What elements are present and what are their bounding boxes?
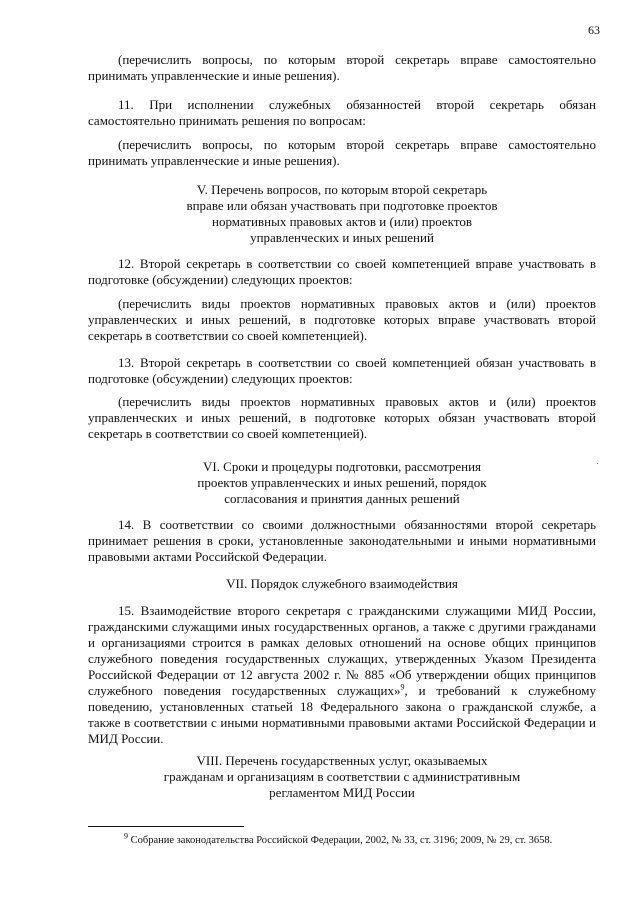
section-heading-vii: [88, 576, 596, 592]
heading-line: VIII. Перечень государственных услуг, оказываемых: [196, 753, 488, 768]
heading-line: согласования и принятия данных решений: [224, 491, 460, 506]
paragraph-15-text-end: , и требований к служебному поведению, установленных статьей 18 Федерального закона о гражданской службе, а также в соответствии с иными нормативными правовыми актами Российской Федерации и МИД России.: [88, 683, 596, 746]
paragraph-14: 14. В соответствии со своими должностными обязанностями второй секретарь принимает решения в сроки, установленные законодательными и иными нормативными правовыми актами Российской Федерации.: [88, 517, 596, 564]
heading-line: регламентом МИД России: [269, 785, 415, 800]
paragraph-12: 12. Второй секретарь в соответствии со своей компетенцией вправе участвовать в подготовке (обсуждении) следующих проектов:: [88, 256, 596, 287]
heading-line: нормативных правовых актов и (или) проектов: [212, 214, 472, 229]
section-heading-vi: [88, 459, 596, 507]
paragraph-13: 13. Второй секретарь в соответствии со своей компетенцией обязан участвовать в подготовке (обсуждении) следующих проектов:: [88, 355, 596, 386]
paragraph-list-projects-2: (перечислить виды проектов нормативных правовых актов и (или) проектов управленческих и иных решений, в подготовке которых обязан участвовать второй секретарь в соответствии со своей компетенцией).: [88, 394, 596, 441]
heading-line: проектов управленческих и иных решений, порядок: [197, 475, 487, 490]
paragraph-15-text-start: 15. Взаимодействие второго секретаря с гражданскими служащими МИД России, гражданскими служащими иных государственных органов, а также с другими гражданами и организациями строится в рамках деловых отношений на основе общих принципов служебного поведения государственных служащих, утвержденных Указом Президента Российской Федерации от 12 августа 2002 г. № 885 «Об утверждении общих принципов служебного поведения государственных служащих»: [88, 603, 596, 698]
footnote: [124, 831, 553, 847]
paragraph-list-projects-1: (перечислить виды проектов нормативных правовых актов и (или) проектов управленческих и иных решений, в подготовке которых вправе участвовать второй секретарь в соответствии со своей компетенцией).: [88, 296, 596, 343]
heading-line: VI. Сроки и процедуры подготовки, рассмотрения: [202, 459, 482, 474]
footnote-separator: [88, 826, 244, 827]
footnote-mark: 9: [124, 831, 128, 841]
page-number: 63: [588, 23, 600, 37]
heading-line: V. Перечень вопросов, по которым второй секретарь: [196, 182, 488, 197]
paragraph-15: [88, 603, 596, 747]
paragraph-list-decide-2: (перечислить вопросы, по которым второй секретарь вправе самостоятельно принимать управленческие и иные решения).: [88, 137, 596, 168]
heading-line: управленческих и иных решений: [250, 230, 434, 245]
paragraph-11: 11. При исполнении служебных обязанностей второй секретарь обязан самостоятельно принимать решения по вопросам:: [88, 97, 596, 128]
heading-line: вправе или обязан участвовать при подготовке проектов: [186, 198, 498, 213]
scan-speck: [597, 463, 598, 464]
paragraph-list-decide-1: (перечислить вопросы, по которым второй секретарь вправе самостоятельно принимать управленческие и иные решения).: [88, 52, 596, 83]
heading-line: VII. Порядок служебного взаимодействия: [226, 576, 458, 591]
section-heading-v: [88, 182, 596, 246]
footnote-reference: 9: [400, 682, 405, 692]
footnote-text: Собрание законодательства Российской Федерации, 2002, № 33, ст. 3196; 2009, № 29, ст. 3658.: [128, 835, 553, 846]
heading-line: гражданам и организациям в соответствии с административным: [163, 769, 521, 784]
section-heading-viii: [88, 753, 596, 801]
